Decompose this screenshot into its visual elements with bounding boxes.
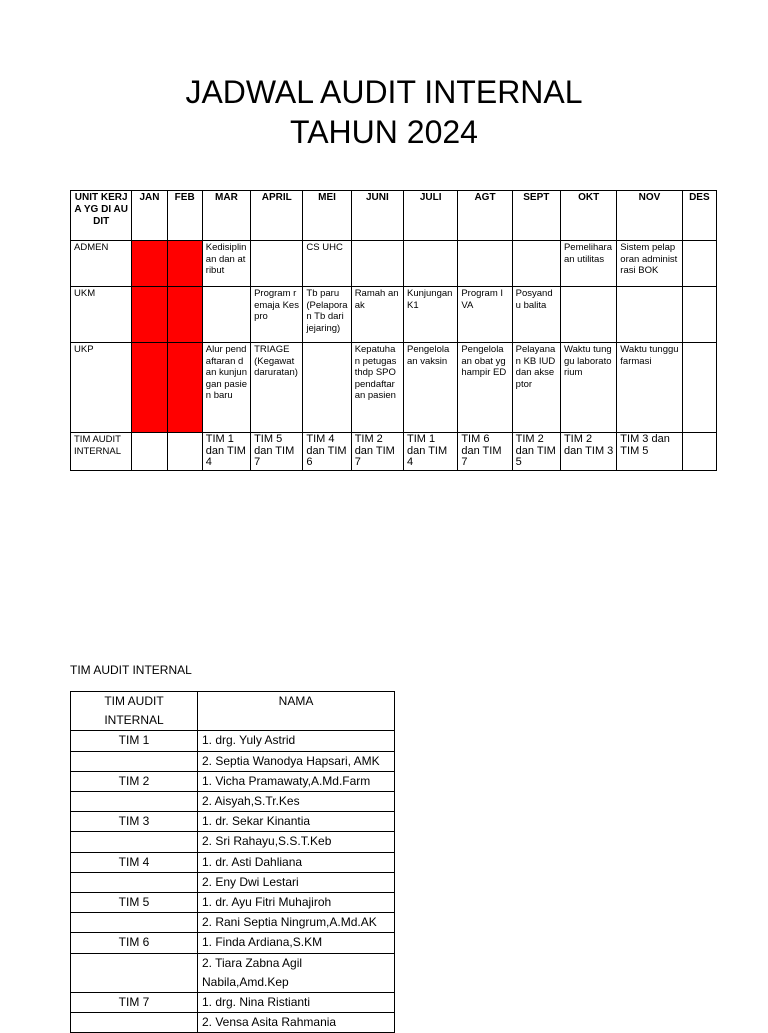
cell-agt: Program IVA xyxy=(458,287,512,343)
table-row xyxy=(71,832,395,852)
header-tim: TIM AUDIT INTERNAL xyxy=(71,692,198,731)
cell-sept: Pelayanan KB IUD dan akseptor xyxy=(512,343,560,433)
header-sept: SEPT xyxy=(512,191,560,241)
table-row xyxy=(71,953,395,992)
cell-april: Program remaja Kespro xyxy=(251,287,303,343)
page-title xyxy=(0,72,768,152)
header-okt: OKT xyxy=(560,191,616,241)
team-cell xyxy=(71,953,198,992)
cell-mei xyxy=(303,343,351,433)
cell-nov: Waktu tunggu farmasi xyxy=(617,343,682,433)
member-cell: 1. Vicha Pramawaty,A.Md.Farm xyxy=(198,771,395,791)
title-line-1: JADWAL AUDIT INTERNAL xyxy=(185,74,583,110)
member-cell: 1. drg. Yuly Astrid xyxy=(198,731,395,751)
team-cell xyxy=(71,913,198,933)
row-label: UKM xyxy=(71,287,132,343)
cell-sept: Posyandu balita xyxy=(512,287,560,343)
cell-feb xyxy=(167,241,202,287)
cell-agt: TIM 6 dan TIM 7 xyxy=(458,433,512,471)
cell-nov: TIM 3 dan TIM 5 xyxy=(617,433,682,471)
cell-okt: Waktu tunggu laboratorium xyxy=(560,343,616,433)
team-cell xyxy=(71,872,198,892)
member-cell: 2. Vensa Asita Rahmania xyxy=(198,1013,395,1033)
cell-jan xyxy=(132,241,167,287)
header-juni: JUNI xyxy=(351,191,403,241)
team-cell: TIM 2 xyxy=(71,771,198,791)
header-nov: NOV xyxy=(617,191,682,241)
header-jan: JAN xyxy=(132,191,167,241)
header-april: APRIL xyxy=(251,191,303,241)
header-unit: UNIT KERJA YG DI AUDIT xyxy=(71,191,132,241)
member-cell: 1. Finda Ardiana,S.KM xyxy=(198,933,395,953)
team-cell: TIM 7 xyxy=(71,993,198,1013)
header-nama: NAMA xyxy=(198,692,395,731)
table-row xyxy=(71,792,395,812)
cell-okt: TIM 2 dan TIM 3 xyxy=(560,433,616,471)
table-row xyxy=(71,933,395,953)
schedule-row-admen xyxy=(71,241,717,287)
cell-okt: Pemeliharaan utilitas xyxy=(560,241,616,287)
header-des: DES xyxy=(682,191,716,241)
team-section-label: TIM AUDIT INTERNAL xyxy=(70,663,192,677)
member-cell: 1. dr. Sekar Kinantia xyxy=(198,812,395,832)
cell-jan xyxy=(132,287,167,343)
team-cell xyxy=(71,792,198,812)
cell-nov: Sistem pelaporan administrasi BOK xyxy=(617,241,682,287)
cell-sept: TIM 2 dan TIM 5 xyxy=(512,433,560,471)
cell-mei: TIM 4 dan TIM 6 xyxy=(303,433,351,471)
header-mar: MAR xyxy=(202,191,250,241)
cell-mei: Tb paru (Pelaporan Tb dari jejaring) xyxy=(303,287,351,343)
cell-des xyxy=(682,343,716,433)
member-cell: 2. Septia Wanodya Hapsari, AMK xyxy=(198,751,395,771)
cell-mei: CS UHC xyxy=(303,241,351,287)
cell-juni: Ramah anak xyxy=(351,287,403,343)
member-cell: 2. Tiara Zabna Agil Nabila,Amd.Kep xyxy=(198,953,395,992)
cell-mar: Alur pendaftaran dan kunjungan pasien baru xyxy=(202,343,250,433)
table-row xyxy=(71,893,395,913)
cell-des xyxy=(682,241,716,287)
member-cell: 2. Sri Rahayu,S.S.T.Keb xyxy=(198,832,395,852)
cell-des xyxy=(682,287,716,343)
cell-jan xyxy=(132,343,167,433)
header-mei: MEI xyxy=(303,191,351,241)
row-label: UKP xyxy=(71,343,132,433)
table-row xyxy=(71,812,395,832)
cell-jan xyxy=(132,433,167,471)
header-agt: AGT xyxy=(458,191,512,241)
cell-april: TRIAGE (Kegawat daruratan) xyxy=(251,343,303,433)
cell-mar xyxy=(202,287,250,343)
schedule-header-row xyxy=(71,191,717,241)
cell-juli: Kunjungan K1 xyxy=(404,287,458,343)
team-cell xyxy=(71,1013,198,1033)
audit-team-table xyxy=(70,691,395,1033)
cell-mar: TIM 1 dan TIM 4 xyxy=(202,433,250,471)
table-row xyxy=(71,751,395,771)
cell-sept xyxy=(512,241,560,287)
team-cell xyxy=(71,832,198,852)
team-cell: TIM 1 xyxy=(71,731,198,751)
header-feb: FEB xyxy=(167,191,202,241)
team-cell: TIM 3 xyxy=(71,812,198,832)
cell-feb xyxy=(167,287,202,343)
cell-okt xyxy=(560,287,616,343)
member-cell: 1. dr. Ayu Fitri Muhajiroh xyxy=(198,893,395,913)
cell-feb xyxy=(167,343,202,433)
member-cell: 2. Eny Dwi Lestari xyxy=(198,872,395,892)
cell-des xyxy=(682,433,716,471)
cell-nov xyxy=(617,287,682,343)
member-cell: 2. Rani Septia Ningrum,A.Md.AK xyxy=(198,913,395,933)
audit-schedule-table xyxy=(70,190,717,471)
member-cell: 1. drg. Nina Ristianti xyxy=(198,993,395,1013)
member-cell: 1. dr. Asti Dahliana xyxy=(198,852,395,872)
cell-juli: TIM 1 dan TIM 4 xyxy=(404,433,458,471)
cell-juli: Pengelolaan vaksin xyxy=(404,343,458,433)
team-cell xyxy=(71,751,198,771)
schedule-row-ukp xyxy=(71,343,717,433)
cell-juni: TIM 2 dan TIM 7 xyxy=(351,433,403,471)
table-row xyxy=(71,731,395,751)
row-label: ADMEN xyxy=(71,241,132,287)
team-cell: TIM 5 xyxy=(71,893,198,913)
cell-juni: Kepatuhan petugas thdp SPO pendaftaran pasien xyxy=(351,343,403,433)
cell-juli xyxy=(404,241,458,287)
team-header-row xyxy=(71,692,395,731)
schedule-row-ukm xyxy=(71,287,717,343)
team-cell: TIM 4 xyxy=(71,852,198,872)
cell-juni xyxy=(351,241,403,287)
team-cell: TIM 6 xyxy=(71,933,198,953)
table-row xyxy=(71,771,395,791)
title-line-2: TAHUN 2024 xyxy=(290,114,478,150)
schedule-row-tim xyxy=(71,433,717,471)
cell-april: TIM 5 dan TIM 7 xyxy=(251,433,303,471)
member-cell: 2. Aisyah,S.Tr.Kes xyxy=(198,792,395,812)
cell-april xyxy=(251,241,303,287)
table-row xyxy=(71,993,395,1013)
cell-feb xyxy=(167,433,202,471)
table-row xyxy=(71,1013,395,1033)
cell-agt xyxy=(458,241,512,287)
cell-mar: Kedisiplinan dan atribut xyxy=(202,241,250,287)
cell-agt: Pengelolaan obat yg hampir ED xyxy=(458,343,512,433)
table-row xyxy=(71,872,395,892)
header-juli: JULI xyxy=(404,191,458,241)
row-label: TIM AUDIT INTERNAL xyxy=(71,433,132,471)
table-row xyxy=(71,913,395,933)
table-row xyxy=(71,852,395,872)
